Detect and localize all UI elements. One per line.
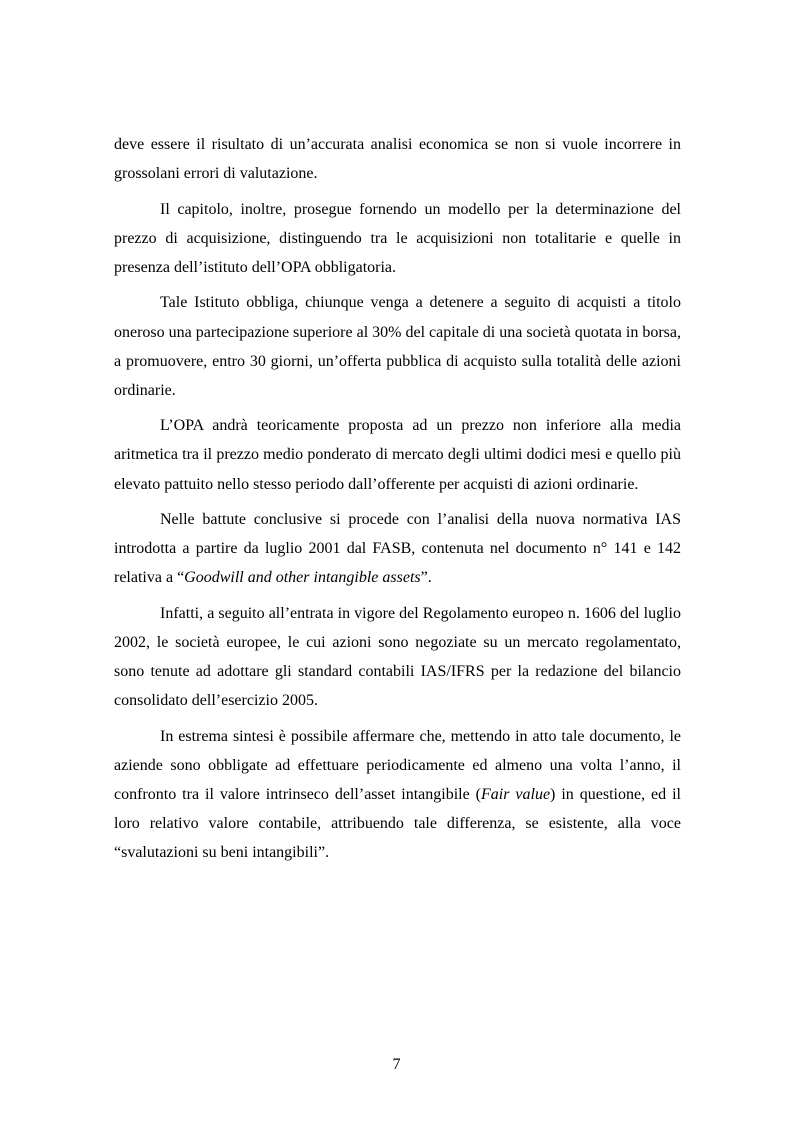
paragraph-text: L’OPA andrà teoricamente proposta ad un prezzo non inferiore alla media aritmetica tra il prezzo medio ponderato di mercato degli ultimi dodici mesi e quello più elevato pattuito nello stesso periodo dall’offerente per acquisti di azioni ordinarie. <box>114 417 681 493</box>
paragraph <box>114 505 681 592</box>
paragraph-text: Il capitolo, inoltre, prosegue fornendo un modello per la determinazione del prezzo di acquisizione, distinguendo tra le acquisizioni non totalitarie e quelle in presenza dell’istituto dell’OPA obbligatoria. <box>114 200 681 276</box>
paragraph <box>114 130 681 188</box>
paragraph-text: ) in questione, ed il loro relativo valore contabile, attribuendo tale differenza, se esistente, alla voce “svalutazioni su beni intangibili”. <box>114 785 681 862</box>
paragraph-text: Tale Istituto obbliga, chiunque venga a detenere a seguito di acquisti a titolo oneroso una partecipazione superiore al 30% del capitale di una società quotata in borsa, a promuovere, entro 30 giorni, un’offerta pubblica di acquisto sulla totalità delle azioni ordinarie. <box>114 294 681 399</box>
body-text <box>114 130 681 874</box>
paragraph-text: Nelle battute conclusive si procede con l’analisi della nuova normativa IAS introdotta a partire da luglio 2001 dal FASB, contenuta nel documento n° 141 e 142 relativa a “ <box>114 511 681 587</box>
paragraph-text: In estrema sintesi è possibile affermare che, mettendo in atto tale documento, le aziende sono obbligate ad effettuare periodicamente ed almeno una volta l’anno, il confronto tra il valore intrinseco dell’asset intangibile ( <box>114 727 681 803</box>
paragraph <box>114 288 681 404</box>
paragraph <box>114 722 681 867</box>
italic-term: Fair value <box>480 785 551 803</box>
paragraph-text: deve essere il risultato di un’accurata analisi economica se non si vuole incorrere in grossolani errori di valutazione. <box>114 136 681 183</box>
paragraph <box>114 411 681 498</box>
page-number: 7 <box>392 1056 401 1073</box>
italic-title: Goodwill and other intangible assets <box>184 569 421 587</box>
paragraph-text: Infatti, a seguito all’entrata in vigore del Regolamento europeo n. 1606 del luglio 2002, le società europee, le cui azioni sono negoziate su un mercato regolamentato, sono tenute ad adottare gli standard contabili IAS/IFRS per la redazione del bilancio consolidato dell’esercizio 2005. <box>114 604 681 710</box>
paragraph-text: ”. <box>420 569 432 587</box>
paragraph <box>114 195 681 282</box>
paragraph <box>114 599 681 715</box>
